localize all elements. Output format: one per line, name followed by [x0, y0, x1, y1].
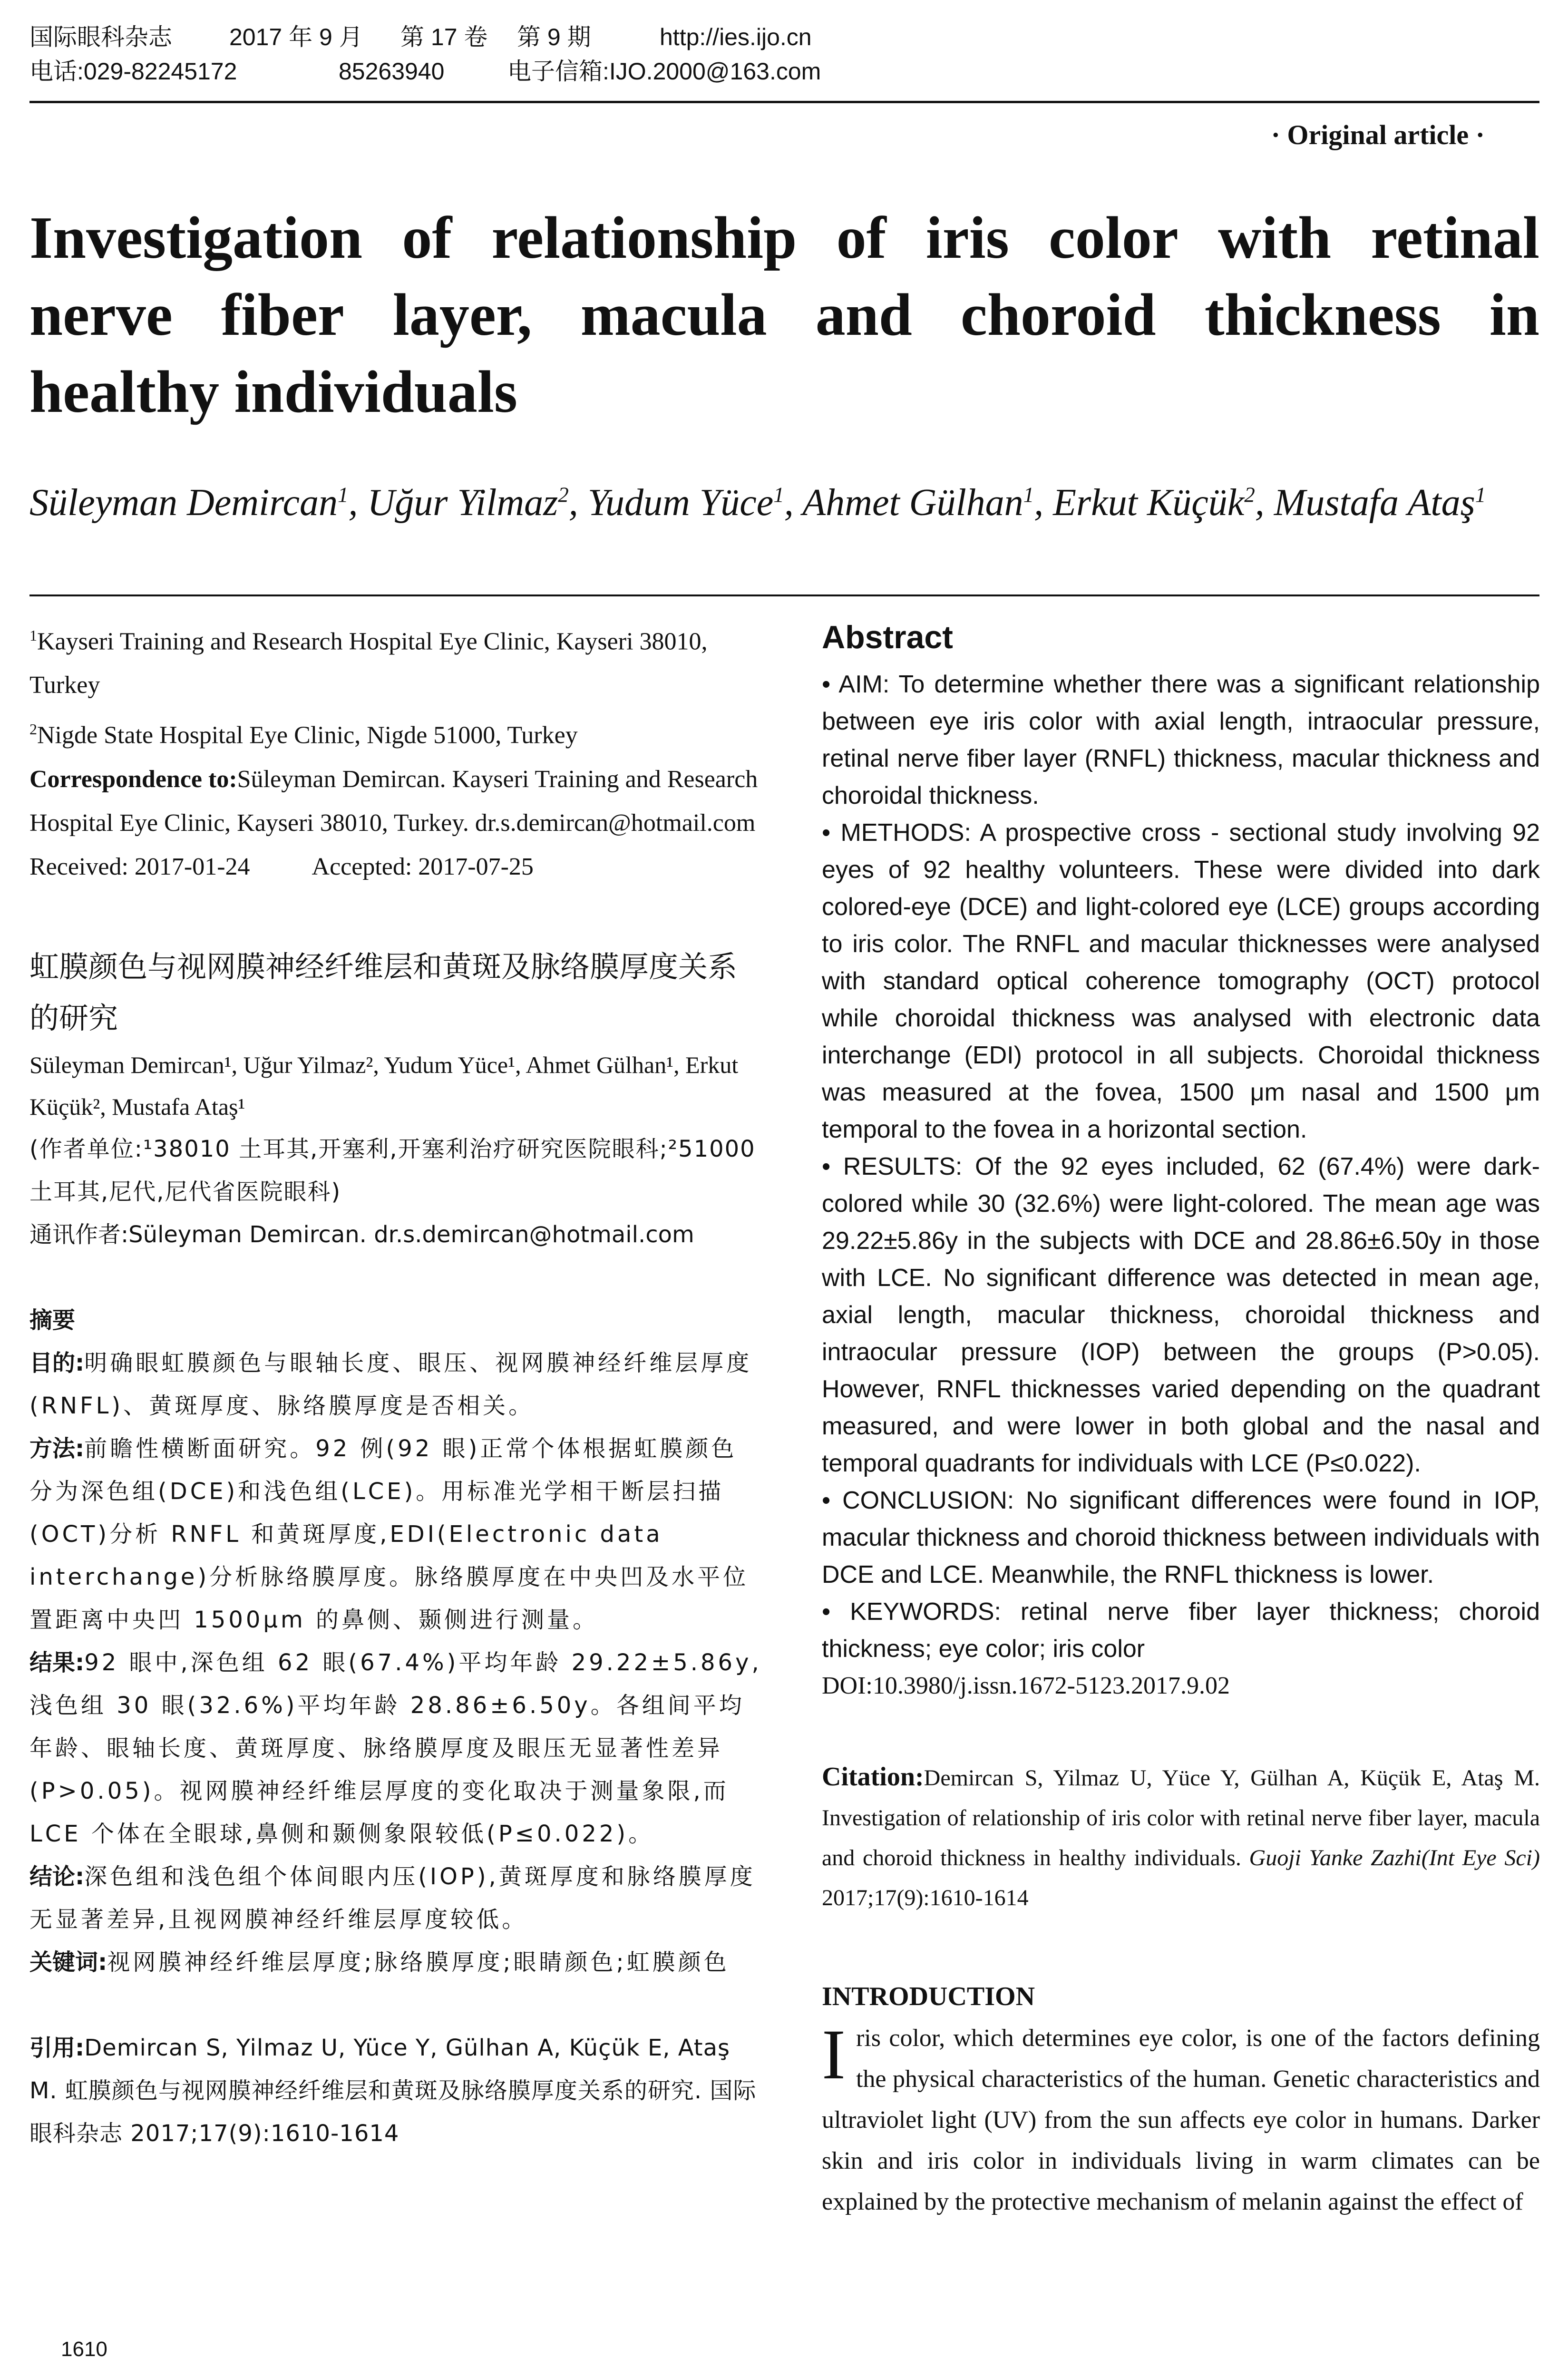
section-tag: · Original article · — [1271, 119, 1485, 150]
left-column — [29, 614, 762, 2155]
title-line-1 — [29, 200, 1539, 277]
doi[interactable]: DOI:10.3980/j.issn.1672-5123.2017.9.02 — [822, 1672, 1230, 1699]
title-word: in — [1489, 282, 1539, 348]
title-word: choroid — [960, 282, 1156, 348]
header-rule — [29, 101, 1539, 103]
affiliation-2: $^2$Nigde State Hospital Eye Clinic, Nigde 51000, Turkey — [29, 721, 578, 749]
author-name: Yudum Yüce$^1$ — [587, 481, 784, 524]
author-name: Mustafa Ataş$^1$ — [1274, 481, 1486, 524]
volume: 第 17 卷 — [400, 24, 488, 50]
author-list: Süleyman Demircan$^1$, Uğur Yilmaz$^2$, Yudum Yüce$^1$, Ahmet Gülhan$^1$, Erkut Küçük$^2$, Mustafa Ataş$^1$ — [29, 481, 1486, 524]
title-word: relationship — [491, 205, 797, 271]
page-number: 1610 — [61, 2338, 107, 2361]
correspondence: Correspondence to:Süleyman Demircan. Kayseri Training and Research Hospital Eye Clinic, Kayseri 38010, Turkey. dr.s.demircan@hotmail.com — [29, 765, 758, 837]
running-header — [29, 20, 1539, 88]
affiliation-1: $^1$Kayseri Training and Research Hospital Eye Clinic, Kayseri 38010, Turkey — [29, 627, 708, 699]
title-line-3: healthy individuals — [29, 359, 517, 425]
title-word: fiber — [221, 282, 344, 348]
abstract-conclusion: • CONCLUSION: No significant differences were found in IOP, macular thickness and choroid thickness between individuals with DCE and LCE. Meanwhile, the RNFL thickness is lower. — [822, 1487, 1540, 1588]
journal-name: 国际眼科杂志 — [29, 24, 172, 50]
zh-unit: (作者单位:¹38010 土耳其,开塞利,开塞利治疗研究医院眼科;²51000 土耳其,尼代,尼代省医院眼科) — [29, 1135, 756, 1205]
abstract-methods: • METHODS: A prospective cross - sectional study involving 92 eyes of 92 healthy volunteers. These were divided into dark colored-eye (DCE) and light-colored eye (LCE) groups according to iris color. The RNFL and macular thicknesses were analysed with standard optical coherence tomography (OCT) protocol while choroidal thickness was analysed with electronic data interchange (EDI) protocol in all subjects. Choroidal thickness was measured at the fovea, 1500 μm nasal and 1500 μm temporal to the fovea in a horizontal section. — [822, 819, 1540, 1143]
zh-keywords: 关键词:视网膜神经纤维层厚度;脉络膜厚度;眼睛颜色;虹膜颜色 — [29, 1948, 730, 1976]
issue: 第 9 期 — [517, 24, 591, 50]
title-word: retinal — [1371, 205, 1539, 271]
article-title — [29, 200, 1551, 431]
zh-aim: 目的:明确眼虹膜颜色与眼轴长度、眼压、视网膜神经纤维层厚度(RNFL)、黄斑厚度、脉络膜厚度是否相关。 — [29, 1349, 752, 1419]
author-name: Uğur Yilmaz$^2$ — [367, 481, 569, 524]
title-word: of — [402, 205, 452, 271]
abstract-results: • RESULTS: Of the 92 eyes included, 62 (67.4%) were dark-colored while 30 (32.6%) were light-colored. The mean age was 29.22±5.86y in the subjects with DCE and 28.86±6.50y in those with LCE. No significant difference was detected in mean age, axial length, macular thickness, choroidal thickness and intraocular pressure (IOP) between the groups (P>0.05). However, RNFL thicknesses varied depending on the quadrant measured, and were lower in both global and the nasal and temporal quadrants for individuals with LCE (P≤0.022). — [822, 1153, 1540, 1477]
title-word: thickness — [1204, 282, 1441, 348]
title-word: with — [1218, 205, 1332, 271]
title-word: iris — [925, 205, 1009, 271]
right-column — [822, 614, 1540, 2222]
zh-abstract-heading: 摘要 — [29, 1306, 76, 1334]
abstract-keywords: • KEYWORDS: retinal nerve fiber layer thickness; choroid thickness; eye color; iris color — [822, 1598, 1540, 1663]
journal-url[interactable]: http://ies.ijo.cn — [660, 24, 812, 50]
title-word: and — [815, 282, 912, 348]
title-word: Investigation — [29, 205, 363, 271]
zh-citation: 引用:Demircan S, Yilmaz U, Yüce Y, Gülhan A, Küçük E, Ataş M. 虹膜颜色与视网膜神经纤维层和黄斑及脉络膜厚度关系的研究. 国际眼科杂志 2017;17(9):1610-1614 — [29, 2034, 757, 2147]
phone-2: 85263940 — [339, 58, 445, 85]
author-name: Erkut Küçük$^2$ — [1053, 481, 1255, 524]
zh-authors: Süleyman Demircan¹, Uğur Yilmaz², Yudum Yüce¹, Ahmet Gülhan¹, Erkut Küçük², Mustafa Ataş¹ — [29, 1051, 739, 1120]
title-word: of — [836, 205, 886, 271]
zh-conclusion: 结论:深色组和浅色组个体间眼内压(IOP),黄斑厚度和脉络膜厚度无显著差异,且视网膜神经纤维层厚度较低。 — [29, 1863, 756, 1933]
issue-date: 2017 年 9 月 — [229, 24, 363, 50]
title-line-2 — [29, 277, 1539, 354]
title-word: macula — [580, 282, 767, 348]
title-word: layer, — [392, 282, 532, 348]
intro-text: Iris color, which determines eye color, is one of the factors defining the physical characteristics of the human. Genetic characteristics and ultraviolet light (UV) from the sun affects eye color in humans. Darker skin and iris color in individuals living in warm climates can be explained by the protective mechanism of melanin against the effect of — [822, 2015, 1540, 2215]
zh-methods: 方法:前瞻性横断面研究。92 例(92 眼)正常个体根据虹膜颜色分为深色组(DCE)和浅色组(LCE)。用标准光学相干断层扫描(OCT)分析 RNFL 和黄斑厚度,EDI(Electronic data interchange)分析脉络膜厚度。脉络膜厚度在中央凹及水平位置距离中央凹 1500μm 的鼻侧、颞侧进行测量。 — [29, 1435, 749, 1633]
dates: Received: 2017-01-24 Accepted: 2017-07-25 — [29, 853, 534, 880]
zh-results: 结果:92 眼中,深色组 62 眼(67.4%)平均年龄 29.22±5.86y,浅色组 30 眼(32.6%)平均年龄 28.86±6.50y。各组间平均年龄、眼轴长度、黄斑厚度、脉络膜厚度及眼压无显著性差异(P>0.05)。视网膜神经纤维层厚度的变化取决于测量象限,而 LCE 个体在全眼球,鼻侧和颞侧象限较低(P≤0.022)。 — [29, 1649, 762, 1847]
citation: Citation:Demircan S, Yilmaz U, Yüce Y, Gülhan A, Küçük E, Ataş M. Investigation of relationship of iris color with retinal nerve fiber layer, macula and choroid thickness in healthy individuals. Guoji Yanke Zazhi(Int Eye Sci) 2017;17(9):1610-1614 — [822, 1762, 1540, 1910]
abstract-aim: • AIM: To determine whether there was a significant relationship between eye iris color with axial length, intraocular pressure, retinal nerve fiber layer (RNFL) thickness, macular thickness and choroidal thickness. — [822, 671, 1540, 809]
title-rule — [29, 594, 1539, 596]
drop-cap: I — [822, 2015, 846, 2094]
journal-email[interactable]: 电子信箱:IJO.2000@163.com — [507, 58, 821, 85]
intro-heading: INTRODUCTION — [822, 1982, 1035, 2011]
zh-title: 虹膜颜色与视网膜神经纤维层和黄斑及脉络膜厚度关系的研究 — [29, 949, 738, 1035]
phone: 电话:029-82245172 — [29, 58, 237, 85]
title-word: color — [1048, 205, 1178, 271]
author-name: Süleyman Demircan$^1$ — [29, 481, 349, 524]
zh-corr: 通讯作者:Süleyman Demircan. dr.s.demircan@hotmail.com — [29, 1221, 694, 1248]
author-name: Ahmet Gülhan$^1$ — [802, 481, 1034, 524]
abstract-heading: Abstract — [822, 619, 953, 655]
title-word: nerve — [29, 282, 173, 348]
